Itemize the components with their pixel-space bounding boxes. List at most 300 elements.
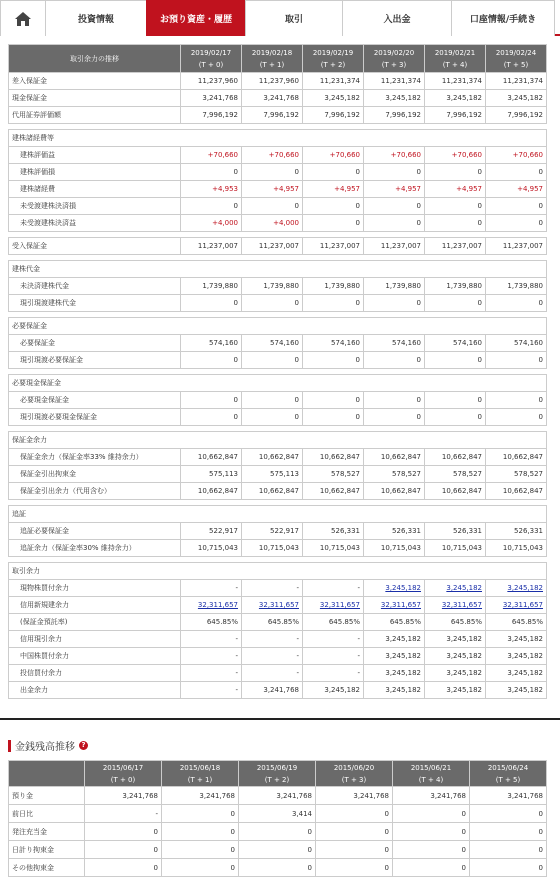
value-cell [303,335,364,352]
value-text: 0 [233,413,238,421]
group-title: 取引余力 [9,563,547,580]
value-cell [364,631,425,648]
value-text: 10,715,043 [502,544,543,552]
value-text: 0 [233,396,238,404]
table-row [9,295,547,312]
value-cell [425,238,486,255]
value-text: 0 [538,219,543,227]
value-text: 0 [416,356,421,364]
value-link[interactable]: 32,311,657 [197,601,238,609]
group-title-row [9,432,547,449]
value-text: - [357,669,360,677]
tab-trade[interactable]: 取引 [245,0,343,36]
value-link[interactable]: 32,311,657 [319,601,360,609]
value-text: 10,715,043 [258,544,299,552]
value-text: 0 [355,202,360,210]
table-row [9,409,547,426]
value-text: 10,662,847 [441,453,482,461]
value-cell [303,164,364,181]
value-cell [486,614,547,631]
table-row [9,90,547,107]
value-text: 10,662,847 [197,453,238,461]
value-cell [364,682,425,699]
table-row [9,449,547,466]
value-cell [303,90,364,107]
value-text: +70,660 [390,151,421,159]
value-cell: 3,241,768 [393,787,470,805]
value-text: - [357,584,360,592]
value-cell [303,73,364,90]
row-label: 現引現渡必要保証金 [9,352,181,369]
value-text: 0 [355,219,360,227]
value-text: 645.85% [328,618,360,626]
value-cell [364,90,425,107]
value-text: 11,231,374 [380,77,421,85]
value-cell [425,90,486,107]
table-row [9,540,547,557]
value-text: 645.85% [389,618,421,626]
value-text: 0 [294,202,299,210]
row-label: 現引現渡必要現金保証金 [9,409,181,426]
row-label: 日計り拘束金 [9,841,85,859]
value-text: 3,245,182 [385,94,421,102]
value-text: 3,245,182 [507,635,543,643]
value-cell [364,164,425,181]
value-cell [181,409,242,426]
value-cell [486,147,547,164]
value-text: 0 [538,299,543,307]
value-cell [181,73,242,90]
value-cell: 3,241,768 [85,787,162,805]
value-cell [364,483,425,500]
header-day: (T + 5) [495,775,521,784]
value-text: - [235,686,238,694]
row-label: 差入保証金 [9,73,181,90]
value-cell [425,466,486,483]
row-label: 建株評価益 [9,147,181,164]
value-cell [303,483,364,500]
value-text: 0 [477,168,482,176]
value-cell [242,73,303,90]
value-text: 0 [294,168,299,176]
value-cell: 0 [393,805,470,823]
value-cell [486,164,547,181]
value-cell: 0 [85,859,162,877]
value-cell [364,580,425,597]
value-text: 3,241,768 [263,94,299,102]
value-text: +4,957 [456,185,482,193]
section-divider [0,718,560,720]
value-cell [486,631,547,648]
value-text: 0 [416,413,421,421]
header-date: 2019/02/21 [434,48,476,57]
table-row [9,580,547,597]
value-cell [425,335,486,352]
value-text: 10,662,847 [258,487,299,495]
header-date: 2019/02/17 [190,48,232,57]
value-cell [425,614,486,631]
value-cell [303,614,364,631]
value-cell [364,335,425,352]
value-cell: 0 [239,859,316,877]
value-text: 10,662,847 [197,487,238,495]
tab-deposit-withdrawal[interactable]: 入出金 [342,0,452,36]
value-text: 0 [416,396,421,404]
value-cell [181,614,242,631]
group-title: 保証金余力 [9,432,547,449]
value-cell [486,409,547,426]
value-cell [242,466,303,483]
row-label: 保証金引出余力（代用含む） [9,483,181,500]
value-cell: 0 [470,841,547,859]
value-cell [425,164,486,181]
value-cell [303,540,364,557]
value-cell [364,540,425,557]
group-title: 建株代金 [9,261,547,278]
row-label: 追証必要保証金 [9,523,181,540]
value-cell [486,335,547,352]
value-cell [364,295,425,312]
group-title-row [9,261,547,278]
value-cell [242,335,303,352]
value-text: 3,245,182 [507,686,543,694]
value-text: 11,237,960 [258,77,299,85]
value-text: 1,739,880 [385,282,421,290]
value-link[interactable]: 3,245,182 [446,584,482,592]
value-cell [364,278,425,295]
table-row [9,483,547,500]
value-cell [303,215,364,232]
value-text: 0 [538,356,543,364]
value-text: - [235,669,238,677]
value-text: 10,662,847 [380,453,421,461]
value-text: 11,237,007 [319,242,360,250]
value-text: 10,715,043 [319,544,360,552]
table-row [9,841,547,859]
value-cell [486,90,547,107]
row-label: 前日比 [9,805,85,823]
value-text: 3,245,182 [324,94,360,102]
value-cell [486,540,547,557]
header-date: 2019/02/20 [373,48,415,57]
value-text: 574,160 [331,339,360,347]
value-text: 10,715,043 [441,544,482,552]
value-text: - [296,652,299,660]
value-text: 0 [355,413,360,421]
value-cell [242,147,303,164]
value-cell: 0 [470,859,547,877]
value-text: 578,527 [392,470,421,478]
row-label: 代用証券評価額 [9,107,181,124]
value-text: 11,231,374 [319,77,360,85]
value-text: 0 [416,299,421,307]
value-text: 11,231,374 [502,77,543,85]
value-text: 0 [294,396,299,404]
value-text: - [296,635,299,643]
header-date: 2015/06/20 [333,763,375,772]
value-cell [242,523,303,540]
table-row [9,238,547,255]
value-text: 526,331 [514,527,543,535]
value-text: 0 [477,219,482,227]
value-cell: 0 [393,859,470,877]
row-label: 保証金余力（保証金率33% 維持余力） [9,449,181,466]
value-text: 522,917 [209,527,238,535]
header-date: 2019/02/24 [495,48,537,57]
tab-investment-info[interactable]: 投資情報 [45,0,147,36]
value-cell [425,198,486,215]
value-text: - [296,669,299,677]
value-text: 3,245,182 [507,669,543,677]
value-cell [242,238,303,255]
value-text: 1,739,880 [202,282,238,290]
value-cell [486,597,547,614]
value-text: 11,231,374 [441,77,482,85]
value-cell [303,580,364,597]
value-cell: 3,241,768 [470,787,547,805]
value-cell: 0 [239,841,316,859]
table-row [9,73,547,90]
value-cell [242,614,303,631]
value-text: - [357,652,360,660]
value-text: 1,739,880 [507,282,543,290]
table-row [9,335,547,352]
value-cell [181,295,242,312]
group-title-row [9,563,547,580]
date-column-header [162,761,239,787]
value-text: 0 [355,299,360,307]
tab-assets-history[interactable]: お預り資産・履歴 [146,0,246,36]
header-day: (T + 4) [418,775,444,784]
value-cell: 0 [162,841,239,859]
value-cell [242,580,303,597]
value-cell [425,483,486,500]
row-label: 出金余力 [9,682,181,699]
help-icon[interactable]: ? [79,741,88,750]
value-text: 3,245,182 [446,686,482,694]
table-row [9,198,547,215]
value-text: 3,241,768 [202,94,238,102]
value-cell [425,409,486,426]
value-cell [181,466,242,483]
value-cell [425,648,486,665]
value-cell [181,540,242,557]
value-text: 0 [233,299,238,307]
value-cell [364,614,425,631]
value-cell [181,392,242,409]
value-cell [364,409,425,426]
value-text: 0 [538,168,543,176]
value-text: 10,662,847 [380,487,421,495]
value-text: 3,245,182 [446,669,482,677]
value-cell [425,580,486,597]
value-cell [364,107,425,124]
value-link[interactable]: 32,311,657 [502,601,543,609]
value-cell [364,523,425,540]
value-cell [181,90,242,107]
table-row [9,352,547,369]
value-text: 0 [294,413,299,421]
value-cell [303,523,364,540]
value-cell [242,409,303,426]
value-text: - [235,635,238,643]
value-cell [242,597,303,614]
value-cell [425,107,486,124]
value-text: 574,160 [392,339,421,347]
row-label: 必要保証金 [9,335,181,352]
table-row [9,164,547,181]
value-cell [425,278,486,295]
row-label: 信用新規建余力 [9,597,181,614]
value-link[interactable]: 32,311,657 [258,601,299,609]
value-cell [425,631,486,648]
value-text: 645.85% [450,618,482,626]
value-cell: 3,241,768 [316,787,393,805]
table-row [9,523,547,540]
value-cell [425,215,486,232]
value-link[interactable]: 32,311,657 [380,601,421,609]
value-cell [181,352,242,369]
row-label: 預り金 [9,787,85,805]
group-title: 追証 [9,506,547,523]
value-text: 0 [477,396,482,404]
value-cell [181,665,242,682]
margin-transition-table [8,44,547,699]
value-cell [303,392,364,409]
value-cell [181,523,242,540]
table-row [9,682,547,699]
header-date: 2015/06/21 [410,763,452,772]
table-row [9,215,547,232]
value-text: +70,660 [268,151,299,159]
value-cell [242,483,303,500]
value-text: - [296,584,299,592]
row-label: (保証金預託率) [9,614,181,631]
row-label: 建株諸経費 [9,181,181,198]
value-text: 7,996,192 [385,111,421,119]
header-day: (T + 3) [341,775,367,784]
header-date: 2015/06/17 [102,763,144,772]
tab-account-info[interactable]: 口座情報/手続き [451,0,555,36]
value-text: 0 [538,396,543,404]
row-label: 追証余力（保証金率30% 維持余力） [9,540,181,557]
header-date: 2019/02/18 [251,48,293,57]
value-text: 0 [538,202,543,210]
date-column-header [239,761,316,787]
value-cell: - [85,805,162,823]
header-day: (T + 1) [259,60,285,69]
value-cell [242,392,303,409]
value-cell [181,580,242,597]
value-text: 578,527 [331,470,360,478]
value-text: 578,527 [514,470,543,478]
value-cell [242,540,303,557]
value-text: 574,160 [209,339,238,347]
value-cell: 0 [162,859,239,877]
value-text: 0 [416,168,421,176]
value-cell [486,648,547,665]
home-button[interactable] [0,0,46,36]
value-text: 0 [477,413,482,421]
value-text: 3,245,182 [385,635,421,643]
value-cell [303,466,364,483]
value-cell [486,181,547,198]
value-cell [425,597,486,614]
value-text: 645.85% [511,618,543,626]
value-cell [303,409,364,426]
value-cell [181,597,242,614]
value-cell [303,278,364,295]
value-link[interactable]: 3,245,182 [507,584,543,592]
value-text: 578,527 [453,470,482,478]
value-cell: 0 [85,823,162,841]
group-title-row [9,318,547,335]
cash-balance-title [8,738,88,753]
value-cell [303,238,364,255]
date-column-header [470,761,547,787]
value-cell [486,352,547,369]
value-text: 10,662,847 [502,487,543,495]
value-cell: 3,241,768 [162,787,239,805]
value-cell [364,352,425,369]
value-cell [486,107,547,124]
table-row [9,614,547,631]
value-cell [303,597,364,614]
value-cell: 0 [85,841,162,859]
value-text: 0 [477,299,482,307]
value-link[interactable]: 32,311,657 [441,601,482,609]
value-text: 7,996,192 [263,111,299,119]
value-text: 7,996,192 [507,111,543,119]
value-text: 3,245,182 [385,686,421,694]
value-cell [303,181,364,198]
value-link[interactable]: 3,245,182 [385,584,421,592]
value-cell [486,198,547,215]
value-cell [242,449,303,466]
value-text: 11,237,960 [197,77,238,85]
row-label: 中国株買付余力 [9,648,181,665]
value-text: 575,113 [270,470,299,478]
date-column-header [364,45,425,73]
value-text: 3,245,182 [507,652,543,660]
date-column-header [486,45,547,73]
value-cell [242,665,303,682]
value-cell [181,238,242,255]
value-text: 0 [416,202,421,210]
value-cell: 0 [316,805,393,823]
table-row [9,597,547,614]
value-text: 522,917 [270,527,299,535]
value-text: 7,996,192 [446,111,482,119]
value-text: 645.85% [206,618,238,626]
value-cell [181,335,242,352]
value-cell [242,107,303,124]
value-cell [486,73,547,90]
table-row [9,805,547,823]
value-cell: 0 [316,859,393,877]
value-cell [181,682,242,699]
row-label: 信用現引余力 [9,631,181,648]
value-cell [486,449,547,466]
value-text: 526,331 [453,527,482,535]
value-cell: 0 [162,823,239,841]
table-row [9,181,547,198]
header-day: (T + 3) [381,60,407,69]
header-date: 2019/02/19 [312,48,354,57]
value-cell [425,449,486,466]
value-cell [486,295,547,312]
value-text: 0 [294,299,299,307]
